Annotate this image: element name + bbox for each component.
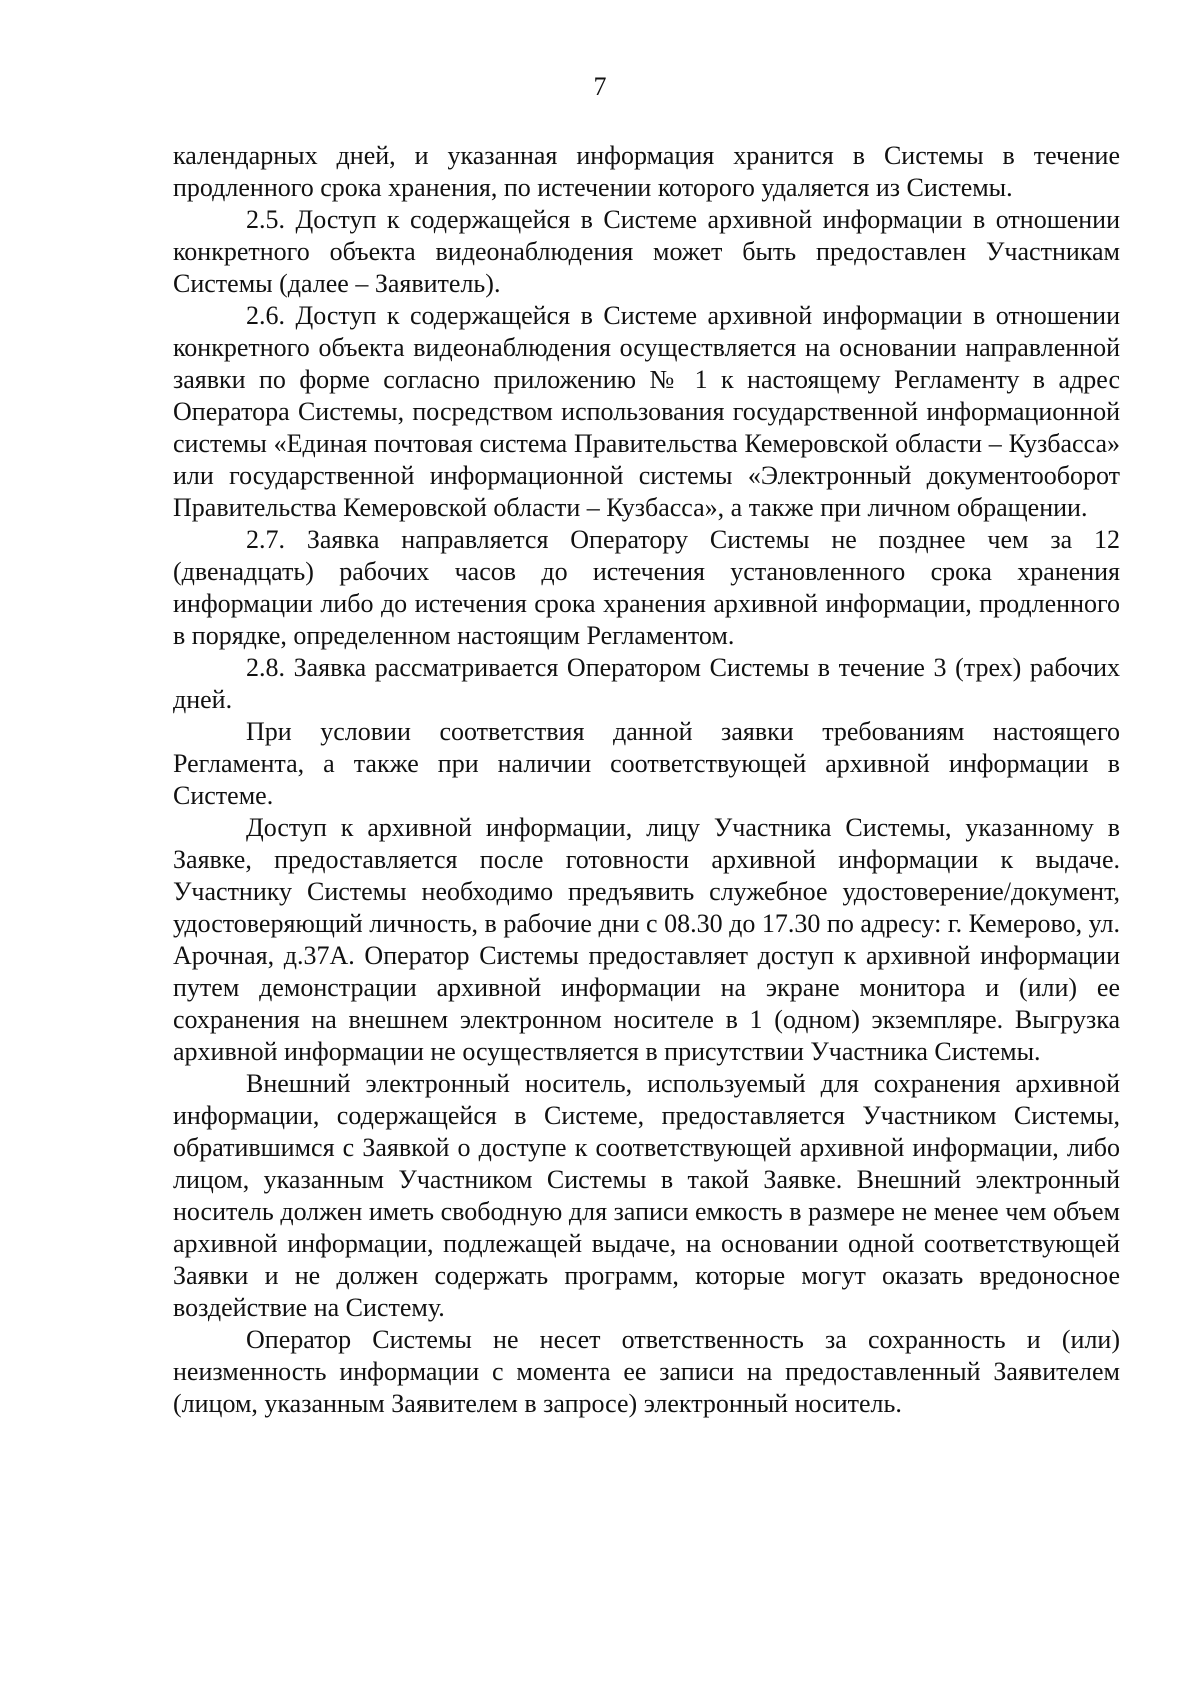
paragraph-conditions: При условии соответствия данной заявки требованиям настоящего Регламента, а также при наличии соответствующей архивной информации в Системе. [173,717,1120,810]
paragraph-2-8: 2.8. Заявка рассматривается Оператором Системы в течение 3 (трех) рабочих дней. [173,653,1120,714]
paragraph-2-6: 2.6. Доступ к содержащейся в Системе архивной информации в отношении конкретного объекта видеонаблюдения осуществляется на основании направленной заявки по форме согласно приложению № 1 к настоящему Регламенту в адрес Оператора Системы, посредством использования государственной информационной системы «Единая почтовая система Правительства Кемеровской области – Кузбасса» или государственной информационной системы «Электронный документооборот Правительства Кемеровской области – Кузбасса», а также при личном обращении. [173,301,1120,522]
paragraph-external-media: Внешний электронный носитель, используемый для сохранения архивной информации, содержащейся в Системе, предоставляется Участником Системы, обратившимся с Заявкой о доступе к соответствующей архивной информации, либо лицом, указанным Участником Системы в такой Заявке. Внешний электронный носитель должен иметь свободную для записи емкость в размере не менее чем объем архивной информации, подлежащей выдаче, на основании одной соответствующей Заявки и не должен содержать программ, которые могут оказать вредоносное воздействие на Систему. [173,1069,1120,1322]
paragraph-2-5: 2.5. Доступ к содержащейся в Системе архивной информации в отношении конкретного объекта видеонаблюдения может быть предоставлен Участникам Системы (далее – Заявитель). [173,205,1120,298]
paragraph-liability: Оператор Системы не несет ответственность за сохранность и (или) неизменность информации с момента ее записи на предоставленный Заявителем (лицом, указанным Заявителем в запросе) электронный носитель. [173,1325,1120,1418]
paragraph-continuation: календарных дней, и указанная информация хранится в Системы в течение продленного срока хранения, по истечении которого удаляется из Системы. [173,141,1120,202]
paragraph-access: Доступ к архивной информации, лицу Участника Системы, указанному в Заявке, предоставляется после готовности архивной информации к выдаче. Участнику Системы необходимо предъявить служебное удостоверение/документ, удостоверяющий личность, в рабочие дни с 08.30 до 17.30 по адресу: г. Кемерово, ул. Арочная, д.37А. Оператор Системы предоставляет доступ к архивной информации путем демонстрации архивной информации на экране монитора и (или) ее сохранения на внешнем электронном носителе в 1 (одном) экземпляре. Выгрузка архивной информации не осуществляется в присутствии Участника Системы. [173,813,1120,1066]
document-body [173,140,1120,1420]
page-number: 7 [593,72,607,101]
paragraph-2-7: 2.7. Заявка направляется Оператору Системы не позднее чем за 12 (двенадцать) рабочих часов до истечения установленного срока хранения информации либо до истечения срока хранения архивной информации, продленного в порядке, определенном настоящим Регламентом. [173,525,1120,650]
